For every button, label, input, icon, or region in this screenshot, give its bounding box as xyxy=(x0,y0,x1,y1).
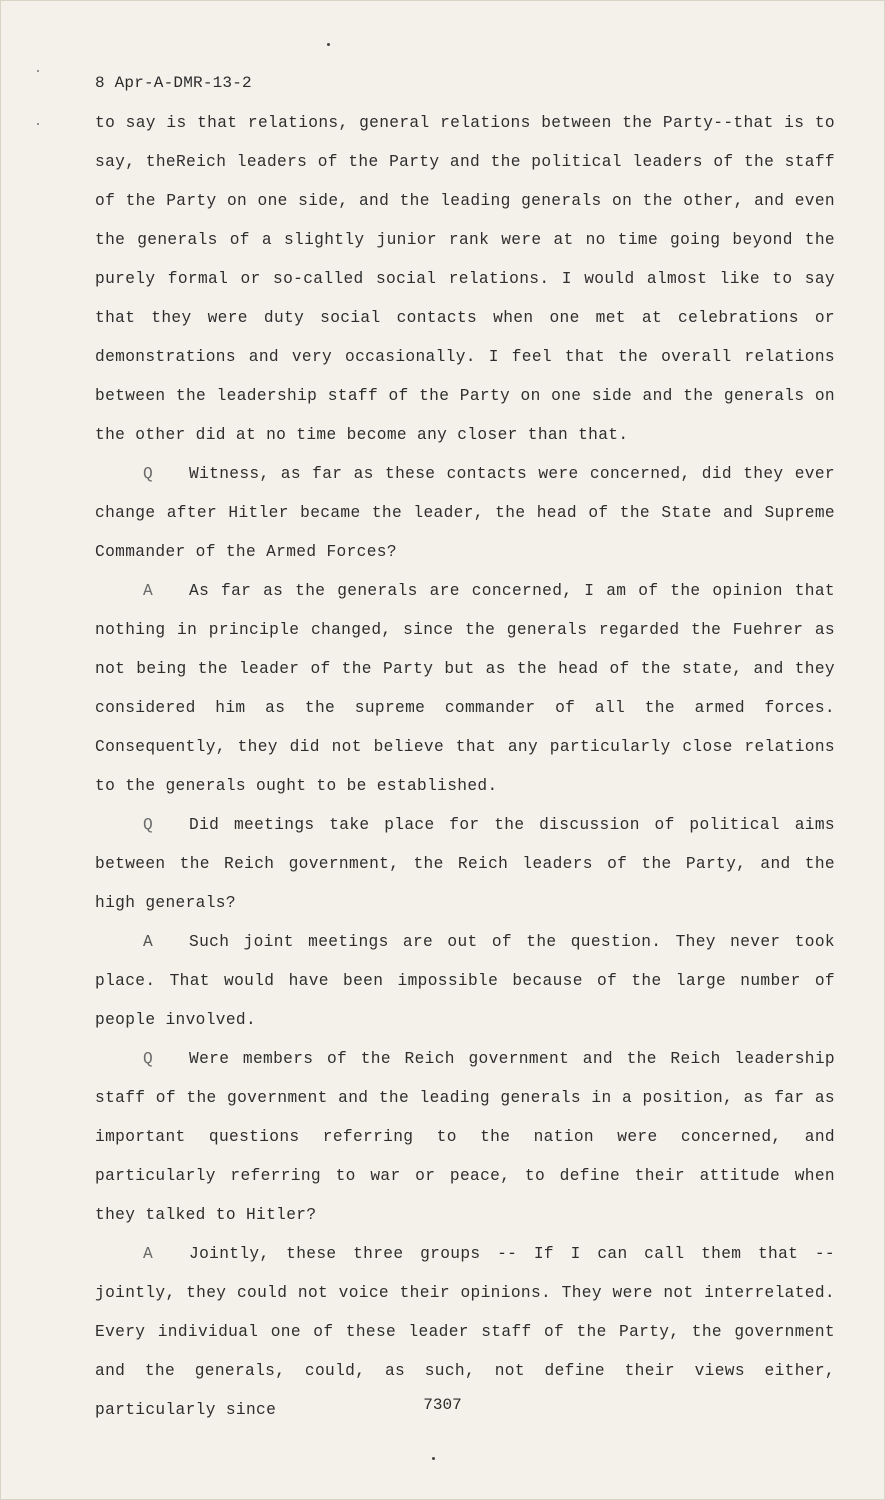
answer-marker: A xyxy=(143,1245,154,1263)
page-number: 7307 xyxy=(423,1396,462,1414)
answer-paragraph xyxy=(95,923,835,1040)
transcript-body xyxy=(95,104,835,1430)
continuation-paragraph xyxy=(95,104,835,455)
question-paragraph xyxy=(95,455,835,572)
question-marker: Q xyxy=(143,816,154,834)
punch-mark xyxy=(327,43,330,46)
paragraph-text: As far as the generals are concerned, I am of the opinion that nothing in principle changed, since the generals regarded the Fuehrer as not being the leader of the Party but as the head of the state, and they considered him as the supreme commander of all the armed forces. Consequently, they did not believe that any particularly close relations to the generals ought to be established. xyxy=(95,582,835,795)
paragraph-text: Witness, as far as these contacts were concerned, did they ever change after Hitler became the leader, the head of the State and Supreme Commander of the Armed Forces? xyxy=(95,465,835,561)
paragraph-text: to say is that relations, general relations between the Party--that is to say, theReich leaders of the Party and the political leaders of the staff of the Party on one side, and the leading generals on the other, and even the generals of a slightly junior rank were at no time going beyond the purely formal or so-called social relations. I would almost like to say that they were duty social contacts when one met at celebrations or demonstrations and very occasionally. I feel that the overall relations between the leadership staff of the Party on one side and the generals on the other did at no time become any closer than that. xyxy=(95,114,835,444)
document-header: 8 Apr-A-DMR-13-2 xyxy=(95,74,252,92)
paragraph-text: Jointly, these three groups -- If I can call them that --jointly, they could not voice their opinions. They were not interrelated. Every individual one of these leader staff of the Party, the government and the generals, could, as such, not define their views either, particularly since xyxy=(95,1245,835,1419)
punch-mark xyxy=(37,123,39,125)
punch-mark xyxy=(37,70,39,72)
question-paragraph xyxy=(95,1040,835,1235)
paragraph-text: Were members of the Reich government and the Reich leadership staff of the government and the leading generals in a position, as far as important questions referring to the nation were concerned, and particularly referring to war or peace, to define their attitude when they talked to Hitler? xyxy=(95,1050,835,1224)
paragraph-text: Such joint meetings are out of the question. They never took place. That would have been impossible because of the large number of people involved. xyxy=(95,933,835,1029)
question-paragraph xyxy=(95,806,835,923)
paragraph-text: Did meetings take place for the discussion of political aims between the Reich government, the Reich leaders of the Party, and the high generals? xyxy=(95,816,835,912)
question-marker: Q xyxy=(143,465,154,483)
answer-marker: A xyxy=(143,582,154,600)
answer-paragraph xyxy=(95,572,835,806)
question-marker: Q xyxy=(143,1050,154,1068)
answer-marker: A xyxy=(143,933,154,951)
punch-mark xyxy=(432,1457,435,1460)
